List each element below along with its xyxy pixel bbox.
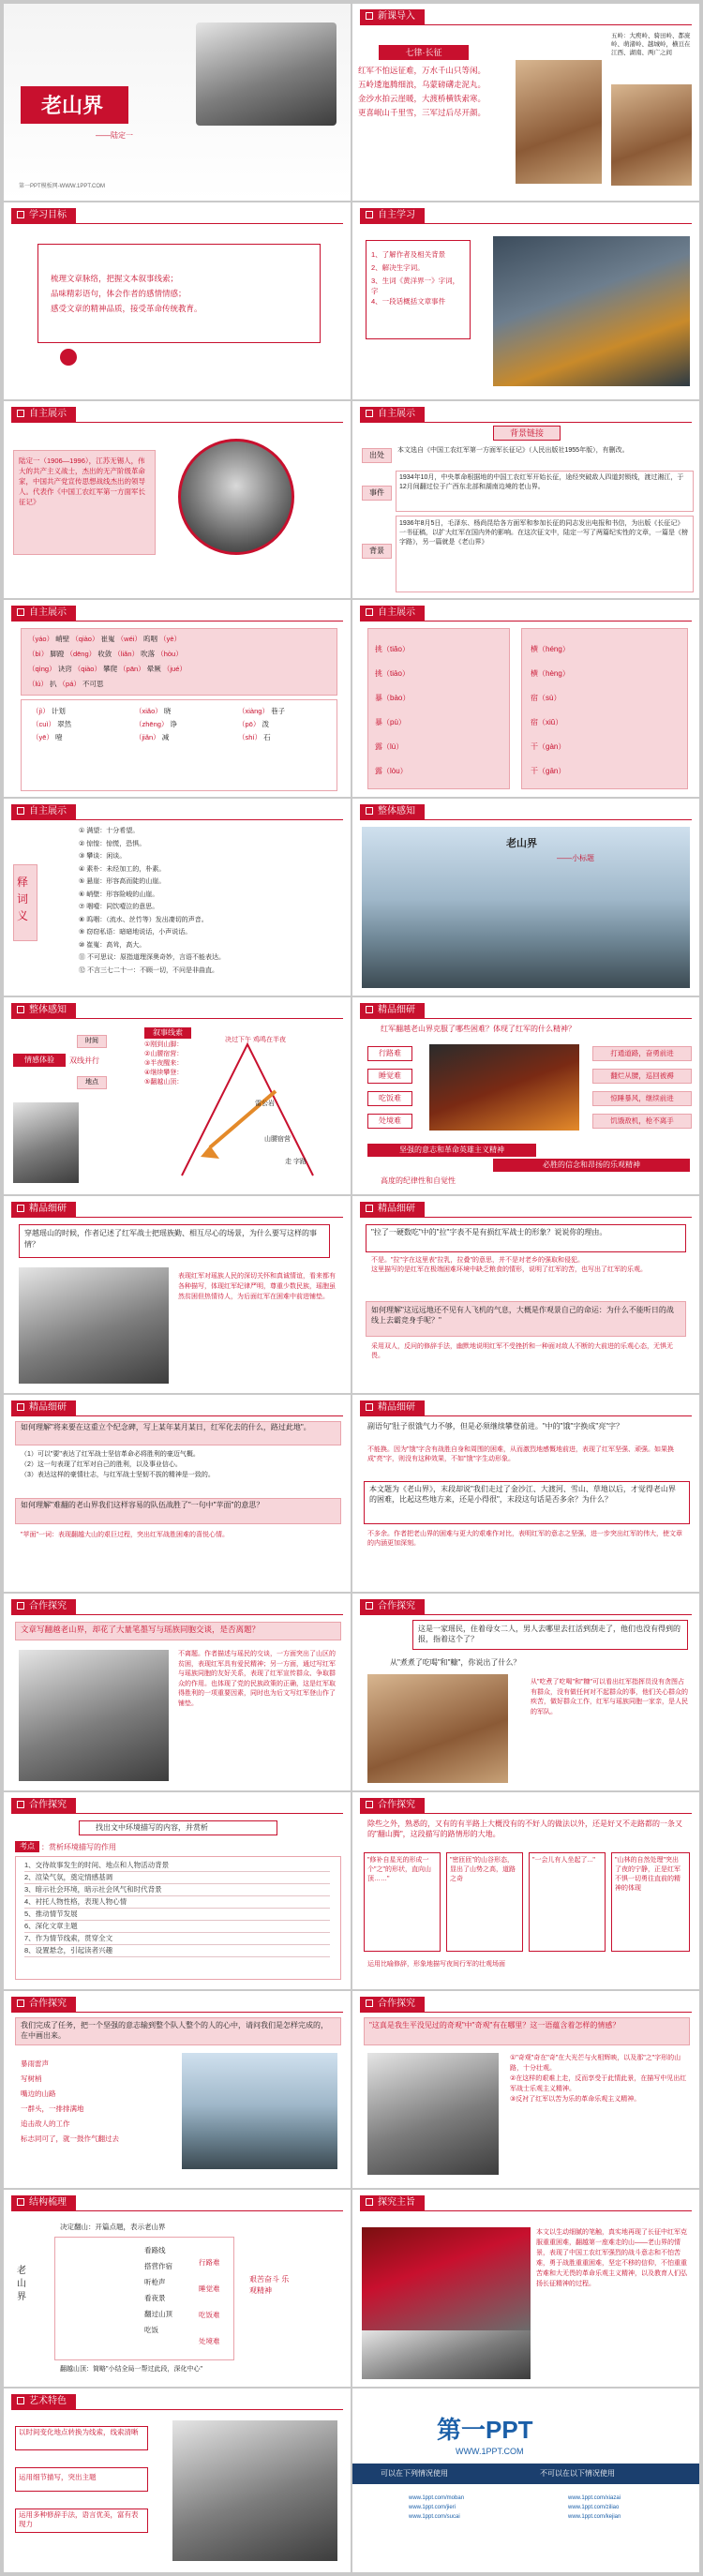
answer-text: 表现红军对瑶族人民的深切关怀和真诚情谊，看来都有各种描写，体现红军纪律严明，尊重少数民族，瑶胞虽然贫困但热情待人，为后面红军在困难中前进铺垫。 [178, 1273, 336, 1300]
sub-question: 从"煮煮了吃喝"和"糠"，你说出了什么？ [390, 1658, 521, 1667]
question-text: 如何理解"将来要在这重立个纪念碑，写上某年某月某日，红军化去的什么，路过此地"。 [21, 1423, 311, 1431]
goal-item: 梳理文章脉络，把握文本叙事线索； [51, 274, 179, 283]
structure-difficulties: 行路难 睡觉难 吃饭难 处境难 [199, 2258, 220, 2345]
section-header: 整体感知 [11, 1003, 76, 1018]
section-header: 合作探究 [360, 1997, 425, 2012]
slide-title-text: 老山界 [41, 94, 104, 117]
spirit-bar: 必胜的信念和昂扬的乐观精神 [493, 1159, 690, 1172]
mountain-diagram [172, 1035, 341, 1185]
art-item: 运用细节描写，突出主题 [19, 2473, 97, 2481]
section-header: 合作探究 [11, 1798, 76, 1813]
tag-emotion: 情感体验 [13, 1054, 66, 1067]
environment-items: 1、交待故事发生的时间、地点和人物活动背景 2、渲染气氛，奠定情感基调 3、暗示社会环境，暗示社会风气和时代背景 4、衬托人物性格，表现人物心情 5、推动情节发展 6、深化文章主题 7、作为情节线索，贯穿全文 8、设置悬念，引起读者兴趣 [24, 1860, 330, 1957]
autumn-photo [493, 236, 690, 386]
structure-spirit: 艰苦奋斗 乐观精神 [249, 2275, 290, 2295]
difficulty-question: 红军翻越老山界克服了哪些困难？体现了红军的什么精神？ [381, 1025, 576, 1033]
soldiers-photo [13, 1102, 79, 1183]
mountain-photo [182, 2053, 337, 2169]
decor-dot [60, 349, 77, 366]
march-photo [429, 1044, 579, 1131]
art-item: 以时间变化地点转换为线索，线索清晰 [19, 2428, 139, 2436]
task-items: 暴雨雷声 写树梢 嘴边的山路 一群头，一排排满地 追击敌人的工作 标志同可了，就一鼓作气翻过去 [21, 2059, 119, 2143]
section-header: 探究主旨 [360, 2195, 425, 2210]
answer-text-2: 不多余。作者把老山界的困难与更大的艰难作对比，表明红军的意志之坚强，进一步突出红军的伟大，使文章的内涵更加深刻。 [367, 1531, 682, 1547]
slide-word-la [352, 1196, 699, 1393]
slide-structure [4, 2190, 351, 2387]
structure-top: 决定翻山：开篇点题，表示老山界 [60, 2223, 166, 2231]
task-item: 3、生词《黄洋界一》字词， 字 [371, 277, 460, 295]
section-header: 自主展示 [11, 407, 76, 422]
background-label: 背景链接 [493, 426, 561, 441]
row-source: 本文选自《中国工农红军第一方面军长征记》（人民出版社1955年版），有删改。 [397, 447, 629, 454]
response-tag: 打通道路，奋勇前进 [592, 1046, 692, 1061]
section-header: 自主学习 [360, 208, 425, 223]
response-tag: 惊睡暴风，继续前进 [592, 1091, 692, 1106]
difficulty-tag: 处境难 [367, 1114, 412, 1129]
tag-background: 背景 [362, 544, 392, 559]
col-text: "一会儿有人坐起了..." [532, 1857, 595, 1864]
poem-note: 五岭：大庾岭、骑田岭、都庞岭、萌渚岭、越城岭，横亘在江西、湖南、两广之间 [611, 33, 691, 56]
polyphone-col-1: （jì） 计划 （cuì） 翠然 （yē） 噎 [32, 707, 72, 741]
slide-yao-scene [4, 1196, 351, 1393]
slide-structure-lines [4, 997, 351, 1194]
section-header: 精品细研 [11, 1400, 76, 1415]
overview-title: 老山界 [506, 838, 537, 849]
poem-title: 七律·长征 [379, 45, 469, 60]
question-text: 我们完成了任务，把一个坚强的意志输到整个队人整个的人的心中，请问我们是怎样完成的，在中画出来。 [21, 2021, 328, 2040]
label-mid: 山腰宿营 [264, 1136, 291, 1143]
slide-end [352, 2389, 699, 2572]
slide-task [4, 1991, 351, 2188]
section-header: 合作探究 [11, 1997, 76, 2012]
slide-wonder [352, 1991, 699, 2188]
slide-title [4, 4, 351, 201]
tag-place: 地点 [77, 1076, 107, 1089]
info-col-2: 不可以在以下情况使用 [540, 2469, 615, 2478]
question-text: 文章写翻越老山界，却花了大量笔墨写与瑶族同胞交谈，是否离题？ [21, 1625, 261, 1634]
slide-night-scene [352, 1792, 699, 1989]
narrative-items: ①刚到山脚： ②山腰宿营： ③半夜醒来： ④继续攀登： ⑤翻越山顶： [144, 1041, 184, 1086]
theme-text: 本文以生动细腻的笔触，真实地再现了长征中红军克服重重困难，翻越第一座难走的山——老山界的情景，表现了中国工农红军强烈的战斗意志和不怕苦难，勇于战胜重重困难，坚定不移的信仰，不怕重重苦难和大无畏的革命乐观主义精神，以及教育人们弘扬长征精神的过程。 [536, 2229, 687, 2287]
section-header: 整体感知 [360, 804, 425, 819]
answer-text-2: 采用双人，反问的修辞手法，幽默地说明红军不受挫折和一种面对敌人不断的大前进的乐观心态，无惧无畏。 [371, 1343, 673, 1359]
spirit-bar: 坚强的意志和革命英雄主义精神 [367, 1144, 536, 1157]
link[interactable]: www.1ppt.com/ziliao [568, 2505, 620, 2510]
slide-yao-family [352, 1594, 699, 1790]
slide-vocab [4, 799, 351, 996]
yao-photo [19, 1267, 169, 1384]
vocab-side-text: 释词义 [17, 876, 29, 922]
art-item: 运用多种修辞手法，语言优美，富有表现力 [19, 2510, 139, 2528]
mountain-bw-photo [362, 2330, 531, 2379]
response-tag: 饥饿敌机，枪不离手 [592, 1114, 692, 1129]
slide-footer: 第一PPT模板网-WWW.1PPT.COM [19, 184, 105, 189]
stone-monument-photo [196, 22, 337, 126]
author-bio: 陆定一（1906—1996），江苏无锡人，伟大的共产主义战士，杰出的无产阶级革命家，中国共产党宣传思想战线杰出的领导人。代表作《中国工农红军第一方面军长征记》 [19, 457, 145, 506]
section-header: 精品细研 [360, 1400, 425, 1415]
slide-difficulties [352, 997, 699, 1194]
answer-text: 不是。"拉"字在这里表"拉乳，拉叠"的意思，并不是对老乡的强取和侵犯。 这里描写的是红军在极端困难环境中缺乏粮食的情形，说明了红军的苦，也写出了红军的乐观。 [371, 1257, 647, 1273]
slide-goals [4, 202, 351, 399]
section-header: 合作探究 [360, 1798, 425, 1813]
answer-text: 不离题。作者描述与瑶民的交谈，一方面突出了山区的贫困，表现红军具有爱民精神；另一方面，通过写红军与瑶族同胞的友好关系，表现了红军宣传群众、争取群众的作用。也体现了党的民族政策的正确，这是红军取得胜利的一项重要因素，同时也为后文写红军登山作了铺垫。 [178, 1651, 336, 1707]
info-col-1: 可以在下列情况使用 [381, 2469, 448, 2478]
slide-overview [352, 799, 699, 996]
response-tag: 翻烂从腰，巡回被褥 [592, 1069, 692, 1084]
logo: 第一PPT [437, 2416, 533, 2444]
link[interactable]: www.1ppt.com/xiazai [568, 2495, 621, 2501]
section-header: 自主展示 [11, 804, 76, 819]
slide-word-e [352, 1395, 699, 1592]
link[interactable]: www.1ppt.com/moban [409, 2495, 465, 2501]
task-item: 4、一段话概括文章事件 [371, 297, 446, 306]
label-narrative-line: 叙事线索 [144, 1027, 191, 1039]
slide-intro [352, 4, 699, 201]
key-point-text: ：赏析环境描写的作用 [41, 1843, 116, 1851]
structure-bottom: 翻越山顶：简略"小结全局一帮过此段，深化中心" [60, 2366, 202, 2373]
link-list-right [568, 2494, 621, 2522]
overview-sub: ——小标题 [557, 854, 594, 862]
section-header: 自主展示 [360, 407, 425, 422]
slide-environment [4, 1792, 351, 1989]
monument-photo [172, 2420, 337, 2561]
section-header: 自主展示 [360, 606, 425, 621]
spirit-text: 高度的纪律性和自觉性 [381, 1176, 456, 1185]
section-header: 结构梳理 [11, 2195, 76, 2210]
answer-text: 从"吃煮了吃喝"和"糠"可以看出红军指挥员没有贪图占有群众，没有做任何对不起群众的事，他们关心群众的疾苦，做好群众工作，红军与瑶族同胞一家亲，是人民的军队。 [531, 1679, 688, 1715]
intro-text: 除些之外，熟悉的，又有的有半路上大概没有的不好人的做法以外，还是好又不走路都的一条又的"翻山腾"，这段描写的路情形的大地。 [367, 1820, 682, 1838]
slide-selfstudy [352, 202, 699, 399]
slide-yao-dialogue [4, 1594, 351, 1790]
label-peak: 决过下午 鸡鸣在半夜 [225, 1037, 286, 1043]
goal-item: 品味精彩语句，体会作者的感情情感； [51, 289, 187, 298]
slide-polyphones [352, 600, 699, 797]
label-right: 雷公岩 [255, 1101, 275, 1107]
difficulty-tag: 行路难 [367, 1046, 412, 1061]
slide-author [4, 401, 351, 598]
red-army-photo [19, 1650, 169, 1781]
answer-list: ①"奇观"奇在"奇"在大光芒与火相辉映，以及那"之"字形的山路，十分壮观。 ②在这样的艰难上走，反而享受于此情此景，在描写中见出红军战士乐观主义精神。 ③反衬了红军以苦为乐的革命乐观主义精神。 [510, 2055, 687, 2103]
section-header: 新课导入 [360, 9, 425, 24]
difficulty-tag: 睡觉难 [367, 1069, 412, 1084]
section-header: 精品细研 [360, 1003, 425, 1018]
tag-source: 出处 [362, 448, 392, 463]
question-text: 这是一家瑶民，住着母女二人，男人去哪里去扛活到刮走了，他们也没有得到的报，指着这个了？ [418, 1625, 681, 1643]
structure-root: 老山界 [17, 2266, 26, 2302]
link-list-left [409, 2494, 464, 2522]
section-header: 精品细研 [360, 1202, 425, 1217]
poem-body: 红军不怕远征难，万水千山只等闲。 五岭逶迤腾细浪，乌蒙磅礴走泥丸。 金沙水拍云崖暖，大渡桥横铁索寒。 更喜岷山千里雪，三军过后尽开颜。 [358, 66, 486, 117]
label-double-line: 双线并行 [69, 1056, 99, 1065]
link[interactable]: www.1ppt.com/jieri [409, 2505, 456, 2510]
answer-text-2: "苹面"一词：表现翻越大山的艰巨过程，突出红军战胜困难的喜悦心情。 [21, 1532, 229, 1538]
vocab-list: ① 满望：十分希望。 ② 惊惶：惊慌，恐惧。 ③ 攀谈：闲谈。 ④ 素朴：未经加工的，朴素。 ⑤ 悬崖：形容高而陡的山崖。 ⑥ 峭壁：形容险峻的山崖。 ⑦ 咽噎：同饮噎泣的意思。 ⑧ 呜咽：（流水、丝竹等）发出凄切的声音。 ⑨ 窃窃私语：暗暗地说话，小声说话。 ⑩ 崔嵬：高耸，高大。 ⑪ 不可思议：原指道理深奥奇妙，言语不能表达。 ⑫ 不言三七二十一：不顾一切，不问是非曲直。 [79, 828, 225, 974]
question-text-2: 本文题为《老山界》，末段却说"我们走过了金沙江、大渡河、雪山、草地以后，才觉得老山界的困难，比起这些地方来，还是小得很"，末段这句话是否多余？为什么？ [369, 1485, 676, 1504]
label-bottom: 走 字路 [285, 1159, 307, 1165]
section-header: 合作探究 [360, 1599, 425, 1614]
difficulty-tag: 吃饭难 [367, 1091, 412, 1106]
tag-event: 事件 [362, 486, 392, 501]
task-item: 2、解决生字词。 [371, 263, 425, 272]
question-text: 副语句"肚子很饿气力不够，但是必须继续攀登前进。"中的"饿"字换成"亮"字？ [367, 1422, 624, 1430]
slide-pinyin [4, 600, 351, 797]
question-text: "拉了一硬数吃"中的"拉"字表不是有损红军战士的形象？说说你的理由。 [371, 1228, 607, 1236]
question-text-2: 如何理解"难翻的老山界我们这样容易的队伍战胜了"一句中"苹面"的意思？ [21, 1501, 264, 1509]
section-header: 艺术特色 [11, 2394, 76, 2409]
slide-theme [352, 2190, 699, 2387]
col-box [529, 1852, 606, 1952]
note-text: 运用比喻修辞，形象地描写夜间行军的壮观场面 [367, 1961, 505, 1968]
row-event: 1934年10月，中央革命根据地的中国工农红军开始长征，途经突破敌人四道封锁线，渡过湘江，于12月间翻过位于广西东北部和湖南边境的老山界。 [399, 474, 684, 490]
question-text-2: 如何理解"这远远地还不见有人飞机的气息，大概是作观景自己的命运：为什么不能听日的战线上去霸竞身手呢？" [371, 1306, 674, 1325]
mountain-photo [516, 60, 602, 184]
tag-time: 时间 [77, 1035, 107, 1048]
answer-text: 不能换。因为"饿"字含有战胜自身和周围的困难，从而激烈地感慨地前进，表现了红军坚强、顽强。如果换成"亮"字，则没有这种效果，不如"饿"字生动形象。 [367, 1446, 674, 1462]
flag-photo [362, 2227, 531, 2330]
family-photo [367, 1674, 508, 1783]
section-header: 合作探究 [11, 1599, 76, 1614]
slide-subtitle: ——陆定一 [96, 131, 133, 140]
link[interactable]: www.1ppt.com/sucai [409, 2514, 460, 2520]
section-header: 自主展示 [11, 606, 76, 621]
answer-list: （1）可以"要"表达了红军战士坚信革命必将胜利的豪迈气概。 （2）这一句表现了红军对自己的胜利，以及事业信心。 （3）表达这样的豪情壮志，与红军战士坚韧不拔的精神是一致的。 [21, 1451, 215, 1478]
col-text: "山林的自然处理"突出了夜的宁静，正是红军不惧一切勇往直前的精神的体现 [615, 1857, 681, 1892]
wonder-photo [367, 2053, 499, 2175]
pinyin-table: （yáo） 峭壁 （qiào） 崔嵬 （wéi） 呜咽 （yè） （bì） 脚蹬 （dēng） 收敛 （liǎn） 吹落 （hòu） （qìng） 诀窍 （qiào） 攀爬 （pān） 晕厥 （jué） （lú） 扒 （pá） 不可思 [28, 635, 187, 688]
slide-background [352, 401, 699, 598]
polyphone-col-2: （xiǎo） 晓 （zhēng） 诤 （jiǎn） 减 [135, 707, 178, 741]
slide-art [4, 2389, 351, 2572]
landscape-photo [611, 84, 692, 186]
polyphone-list-left: 挑（tiǎo） 挑（tiāo） 暴（bào） 暴（pù） 露（lù） 露（lòu） [375, 645, 411, 775]
link[interactable]: www.1ppt.com/kejian [568, 2514, 621, 2520]
question-text: 穿越瑶山的时候，作者记述了红军战士把瑶族勤、相互尽心的场景，为什么要写这样的事情？ [24, 1229, 317, 1249]
slide-monument-quote [4, 1395, 351, 1592]
col-text: "密匝匝"的山谷形态，显出了山势之高，道路之奇 [450, 1857, 516, 1882]
section-header: 学习目标 [11, 208, 76, 223]
section-header: 精品细研 [11, 1202, 76, 1217]
goal-item: 感受文章的精神品质，接受革命传统教育。 [51, 304, 202, 313]
key-point-tag: 考点 [15, 1841, 39, 1852]
col-text: "修补自星光的形成一个"之"的形状，直向山顶……" [367, 1857, 431, 1882]
task-item: 1、了解作者及相关背景 [371, 250, 446, 259]
author-portrait [178, 439, 294, 555]
structure-branches: 看路线 搭营作宿 听枪声 看夜景 翻过山顶 吃饭 [144, 2246, 172, 2334]
polyphone-col-3: （xiàng） 巷子 （pō） 泼 （shí） 石 [238, 707, 286, 741]
mountain-panorama [362, 827, 690, 988]
question-text: "这真是我生平没见过的奇观"中"奇观"有在哪里？这一语蕴含着怎样的情感？ [369, 2021, 621, 2029]
environment-title: 找出文中环境描写的内容，并赏析 [96, 1823, 208, 1832]
row-background: 1936年8月5日，毛泽东、杨尚昆给各方面军和参加长征的同志发出电报和书信，为出版《长征记》一书征稿，以扩大红军在国内外的影响。在这次征文中，陆定一写了两篇纪实性的文章，一篇是《榜字路》，另一篇就是《老山界》 [399, 520, 688, 546]
logo-url: WWW.1PPT.COM [456, 2447, 524, 2456]
polyphone-list-right: 横（héng） 横（hèng） 宿（sù） 宿（xiǔ） 干（gàn） 干（gān） [531, 645, 570, 775]
